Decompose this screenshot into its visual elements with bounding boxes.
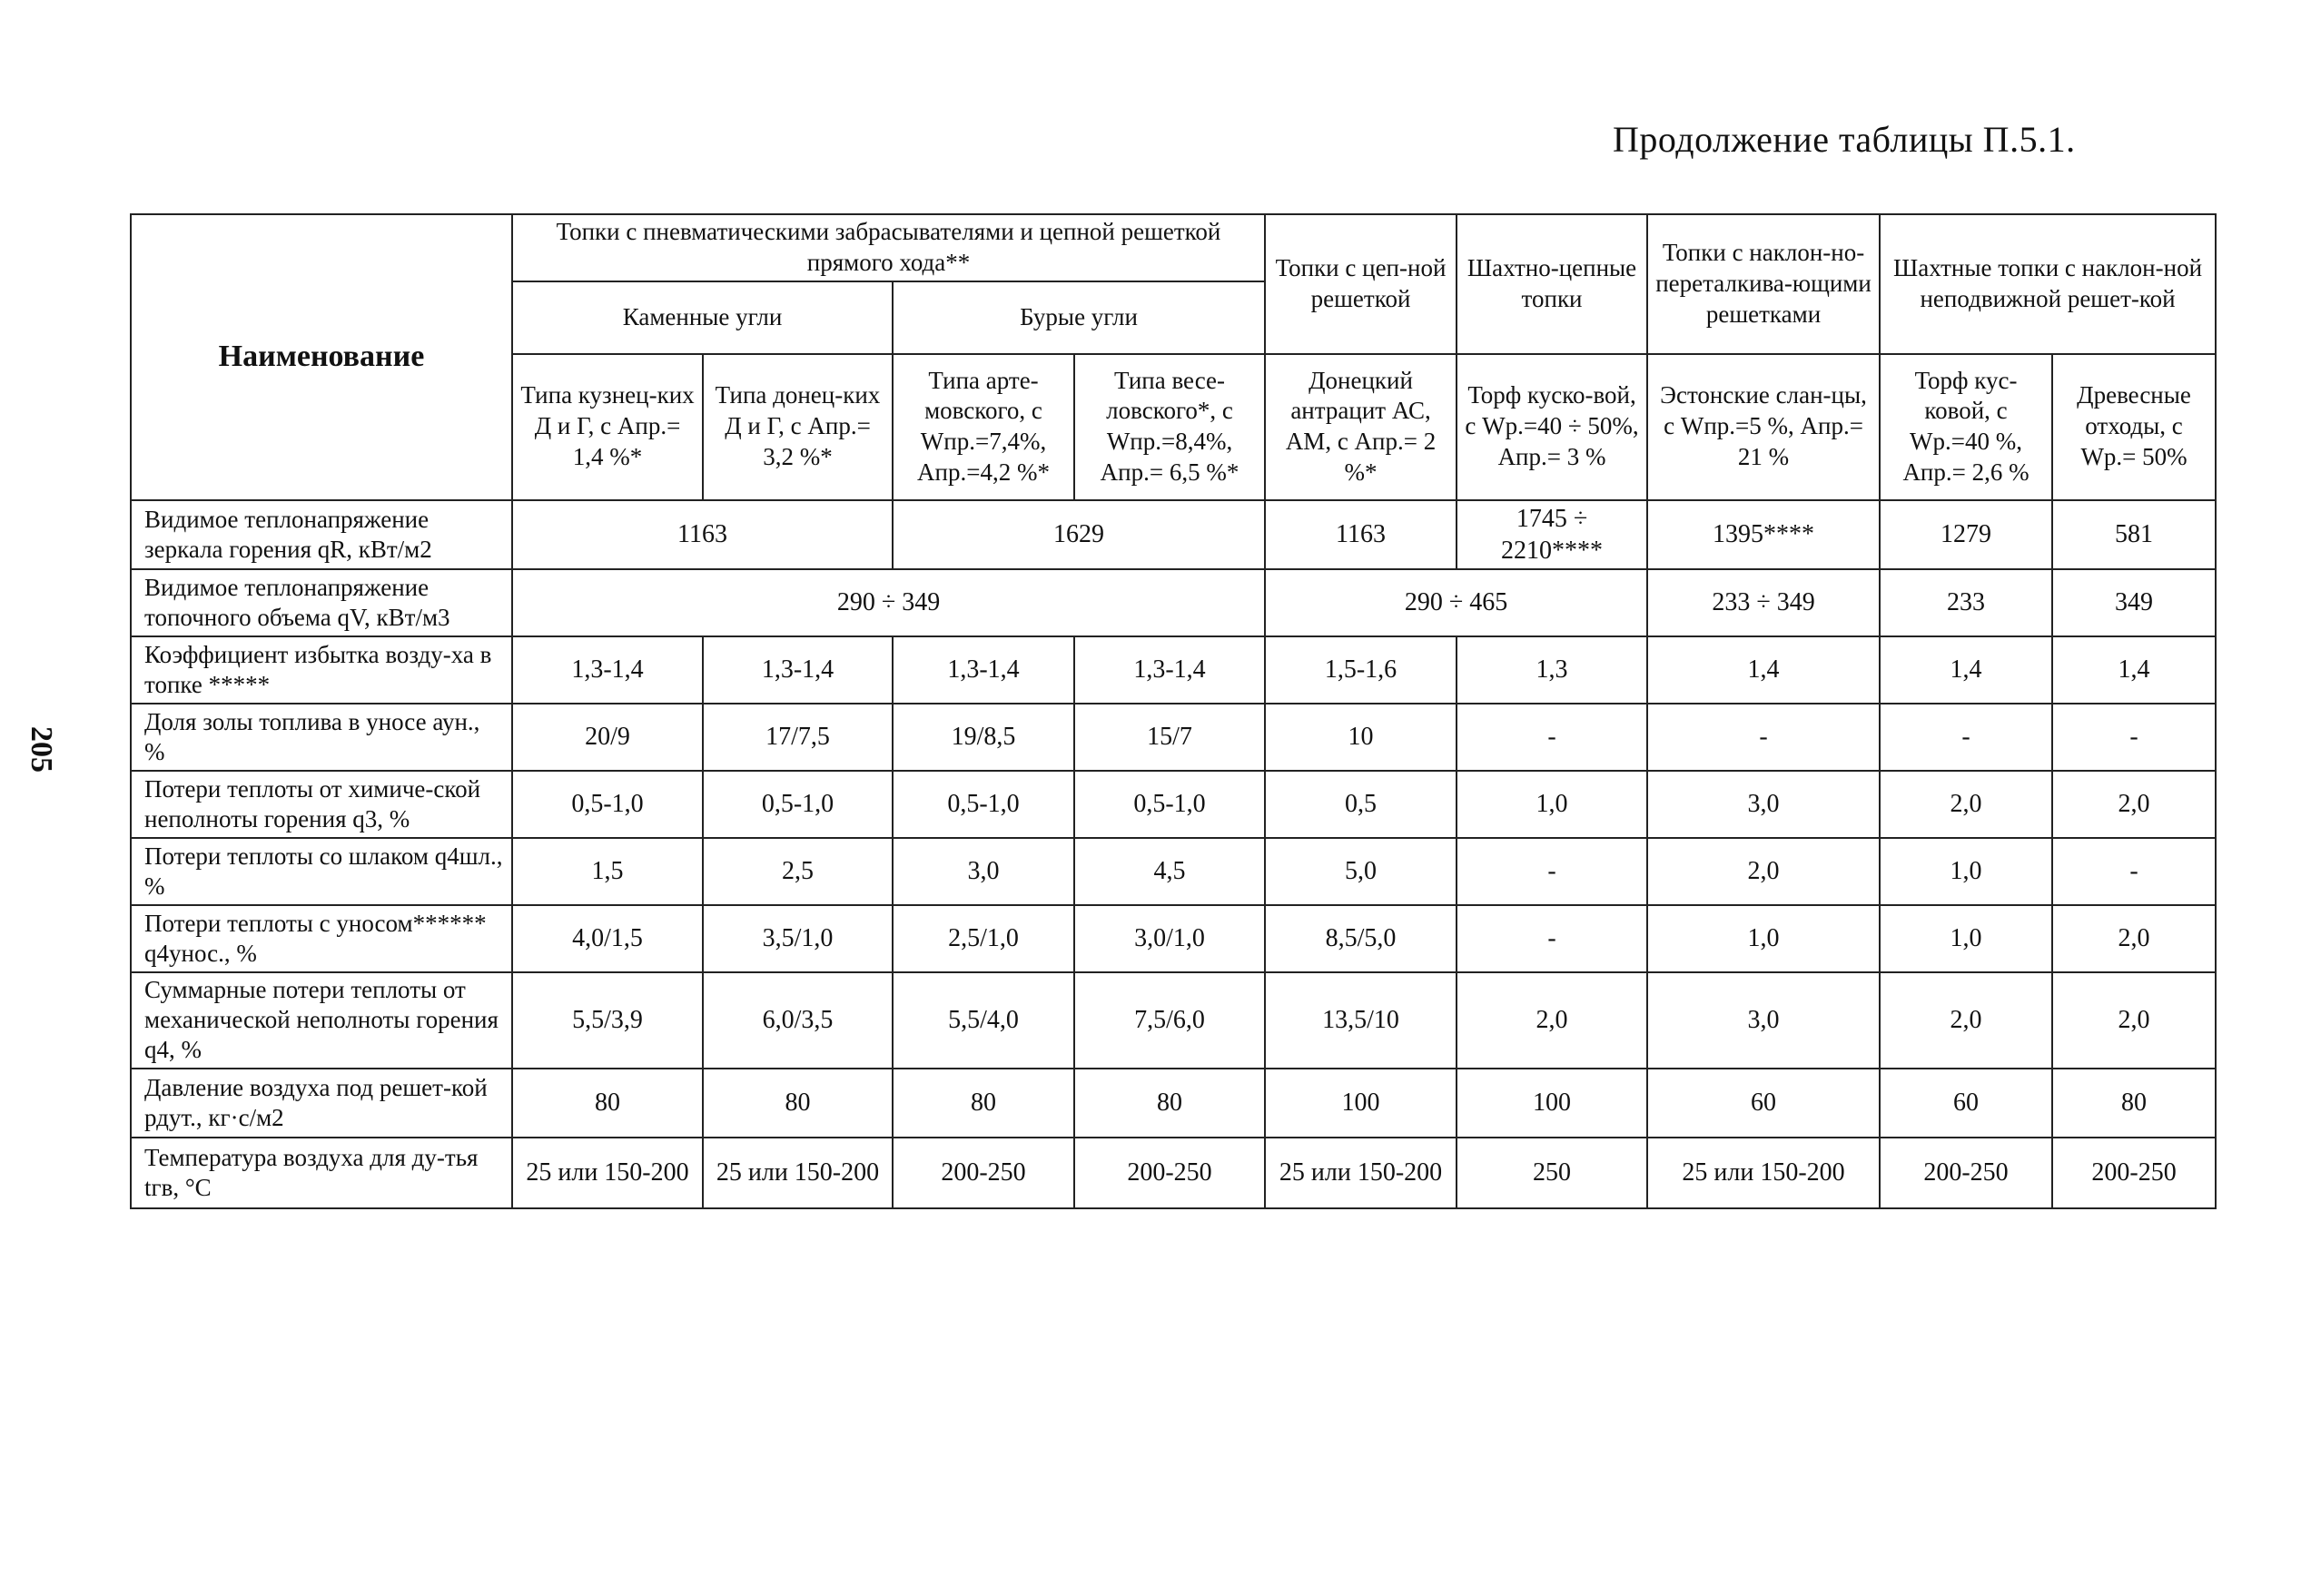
value-cell: 233 — [1880, 569, 2052, 636]
param-cell: Температура воздуха для ду-тья tгв, °С — [131, 1138, 512, 1208]
table-row — [131, 972, 2216, 1069]
value-cell: 1,3-1,4 — [1074, 636, 1265, 704]
param-cell: Видимое теплонапряжение топочного объема qV, кВт/м3 — [131, 569, 512, 636]
value-cell: 4,5 — [1074, 838, 1265, 905]
value-cell: - — [2052, 838, 2216, 905]
group-shaft-inclined: Шахтные топки с наклон-ной неподвижной решет-кой — [1880, 214, 2216, 354]
value-cell: 1629 — [893, 500, 1265, 569]
value-cell: 5,5/4,0 — [893, 972, 1074, 1069]
param-cell: Суммарные потери теплоты от механической неполноты горения q4, % — [131, 972, 512, 1069]
value-cell: 60 — [1647, 1069, 1880, 1138]
value-cell: 8,5/5,0 — [1265, 905, 1457, 972]
value-cell: 290 ÷ 465 — [1265, 569, 1647, 636]
group-chain: Топки с цеп-ной решеткой — [1265, 214, 1457, 354]
param-cell: Коэффициент избытка возду-ха в топке ***** — [131, 636, 512, 704]
value-cell: 3,0 — [1647, 771, 1880, 838]
fuel-header: Типа донец-ких Д и Г, с Апр.= 3,2 %* — [703, 354, 893, 500]
page-title: Продолжение таблицы П.5.1. — [1613, 119, 2076, 160]
value-cell: 0,5-1,0 — [893, 771, 1074, 838]
value-cell: 2,0 — [2052, 771, 2216, 838]
value-cell: 250 — [1457, 1138, 1647, 1208]
value-cell: 1,0 — [1880, 838, 2052, 905]
value-cell: 1745 ÷ 2210**** — [1457, 500, 1647, 569]
value-cell: 290 ÷ 349 — [512, 569, 1265, 636]
value-cell: 1395**** — [1647, 500, 1880, 569]
value-cell: 1,4 — [1647, 636, 1880, 704]
table-row — [131, 704, 2216, 771]
table-row — [131, 1069, 2216, 1138]
value-cell: 1,3-1,4 — [512, 636, 703, 704]
value-cell: 2,0 — [2052, 905, 2216, 972]
value-cell: 4,0/1,5 — [512, 905, 703, 972]
subgroup-brown-coal: Бурые угли — [893, 281, 1265, 354]
value-cell: 2,0 — [1880, 972, 2052, 1069]
value-cell: 2,5 — [703, 838, 893, 905]
value-cell: 5,0 — [1265, 838, 1457, 905]
value-cell: 25 или 150-200 — [1265, 1138, 1457, 1208]
subgroup-hard-coal: Каменные угли — [512, 281, 893, 354]
value-cell: 100 — [1457, 1069, 1647, 1138]
page-number: 205 — [25, 726, 58, 773]
value-cell: 200-250 — [1880, 1138, 2052, 1208]
group-pneumatic: Топки с пневматическими забрасывателями и цепной решеткой прямого хода** — [512, 214, 1265, 281]
fuel-header: Типа арте-мовского, с Wпр.=7,4%, Апр.=4,2 %* — [893, 354, 1074, 500]
value-cell: 1,3 — [1457, 636, 1647, 704]
value-cell: 1279 — [1880, 500, 2052, 569]
value-cell: 7,5/6,0 — [1074, 972, 1265, 1069]
value-cell: 2,0 — [1457, 972, 1647, 1069]
value-cell: 1,4 — [1880, 636, 2052, 704]
group-shaft-chain: Шахтно-цепные топки — [1457, 214, 1647, 354]
value-cell: 1,0 — [1647, 905, 1880, 972]
value-cell: 1,5-1,6 — [1265, 636, 1457, 704]
value-cell: - — [2052, 704, 2216, 771]
value-cell: 80 — [1074, 1069, 1265, 1138]
value-cell: 100 — [1265, 1069, 1457, 1138]
value-cell: 0,5-1,0 — [703, 771, 893, 838]
table-row — [131, 500, 2216, 569]
value-cell: 2,0 — [1880, 771, 2052, 838]
param-cell: Потери теплоты с уносом****** q4унос., % — [131, 905, 512, 972]
value-cell: 1,0 — [1457, 771, 1647, 838]
value-cell: 1,0 — [1880, 905, 2052, 972]
fuel-header: Типа весе-ловского*, с Wпр.=8,4%, Апр.= 6,5 %* — [1074, 354, 1265, 500]
value-cell: 200-250 — [2052, 1138, 2216, 1208]
table-row — [131, 905, 2216, 972]
value-cell: 1,3-1,4 — [703, 636, 893, 704]
value-cell: 1,3-1,4 — [893, 636, 1074, 704]
value-cell: 0,5-1,0 — [1074, 771, 1265, 838]
value-cell: 2,5/1,0 — [893, 905, 1074, 972]
fuel-header: Торф куско-вой, с Wр.=40 ÷ 50%, Апр.= 3 % — [1457, 354, 1647, 500]
value-cell: 17/7,5 — [703, 704, 893, 771]
value-cell: 25 или 150-200 — [1647, 1138, 1880, 1208]
value-cell: 2,0 — [2052, 972, 2216, 1069]
value-cell: - — [1457, 905, 1647, 972]
value-cell: - — [1457, 838, 1647, 905]
value-cell: - — [1457, 704, 1647, 771]
value-cell: 25 или 150-200 — [512, 1138, 703, 1208]
value-cell: 200-250 — [893, 1138, 1074, 1208]
value-cell: 0,5 — [1265, 771, 1457, 838]
value-cell: 581 — [2052, 500, 2216, 569]
table-row — [131, 636, 2216, 704]
param-cell: Потери теплоты от химиче-ской неполноты горения q3, % — [131, 771, 512, 838]
fuel-header: Донецкий антрацит АС, АМ, с Апр.= 2 %* — [1265, 354, 1457, 500]
data-table — [130, 213, 2217, 1209]
value-cell: 19/8,5 — [893, 704, 1074, 771]
fuel-header: Типа кузнец-ких Д и Г, с Апр.= 1,4 %* — [512, 354, 703, 500]
value-cell: 1163 — [512, 500, 893, 569]
param-cell: Давление воздуха под решет-кой рдут., кг·с/м2 — [131, 1069, 512, 1138]
value-cell: 15/7 — [1074, 704, 1265, 771]
param-cell: Видимое теплонапряжение зеркала горения qR, кВт/м2 — [131, 500, 512, 569]
group-inclined-push: Топки с наклон-но-переталкива-ющими решетками — [1647, 214, 1880, 354]
value-cell: 3,0/1,0 — [1074, 905, 1265, 972]
fuel-header: Торф кус-ковой, с Wр.=40 %, Апр.= 2,6 % — [1880, 354, 2052, 500]
value-cell: 5,5/3,9 — [512, 972, 703, 1069]
value-cell: 80 — [703, 1069, 893, 1138]
value-cell: - — [1880, 704, 2052, 771]
value-cell: 200-250 — [1074, 1138, 1265, 1208]
param-cell: Доля золы топлива в уносе аун., % — [131, 704, 512, 771]
value-cell: 20/9 — [512, 704, 703, 771]
table-row — [131, 569, 2216, 636]
value-cell: 349 — [2052, 569, 2216, 636]
value-cell: 1,4 — [2052, 636, 2216, 704]
value-cell: - — [1647, 704, 1880, 771]
value-cell: 3,0 — [1647, 972, 1880, 1069]
fuel-header: Древесные отходы, с Wр.= 50% — [2052, 354, 2216, 500]
table-row — [131, 838, 2216, 905]
value-cell: 80 — [2052, 1069, 2216, 1138]
value-cell: 13,5/10 — [1265, 972, 1457, 1069]
value-cell: 233 ÷ 349 — [1647, 569, 1880, 636]
value-cell: 10 — [1265, 704, 1457, 771]
value-cell: 25 или 150-200 — [703, 1138, 893, 1208]
name-header: Наименование — [131, 214, 512, 500]
value-cell: 0,5-1,0 — [512, 771, 703, 838]
fuel-header: Эстонские слан-цы, с Wпр.=5 %, Апр.= 21 % — [1647, 354, 1880, 500]
value-cell: 3,0 — [893, 838, 1074, 905]
value-cell: 6,0/3,5 — [703, 972, 893, 1069]
value-cell: 3,5/1,0 — [703, 905, 893, 972]
value-cell: 60 — [1880, 1069, 2052, 1138]
value-cell: 80 — [893, 1069, 1074, 1138]
table-row — [131, 771, 2216, 838]
value-cell: 1163 — [1265, 500, 1457, 569]
value-cell: 2,0 — [1647, 838, 1880, 905]
value-cell: 80 — [512, 1069, 703, 1138]
table-row — [131, 1138, 2216, 1208]
value-cell: 1,5 — [512, 838, 703, 905]
param-cell: Потери теплоты со шлаком q4шл., % — [131, 838, 512, 905]
